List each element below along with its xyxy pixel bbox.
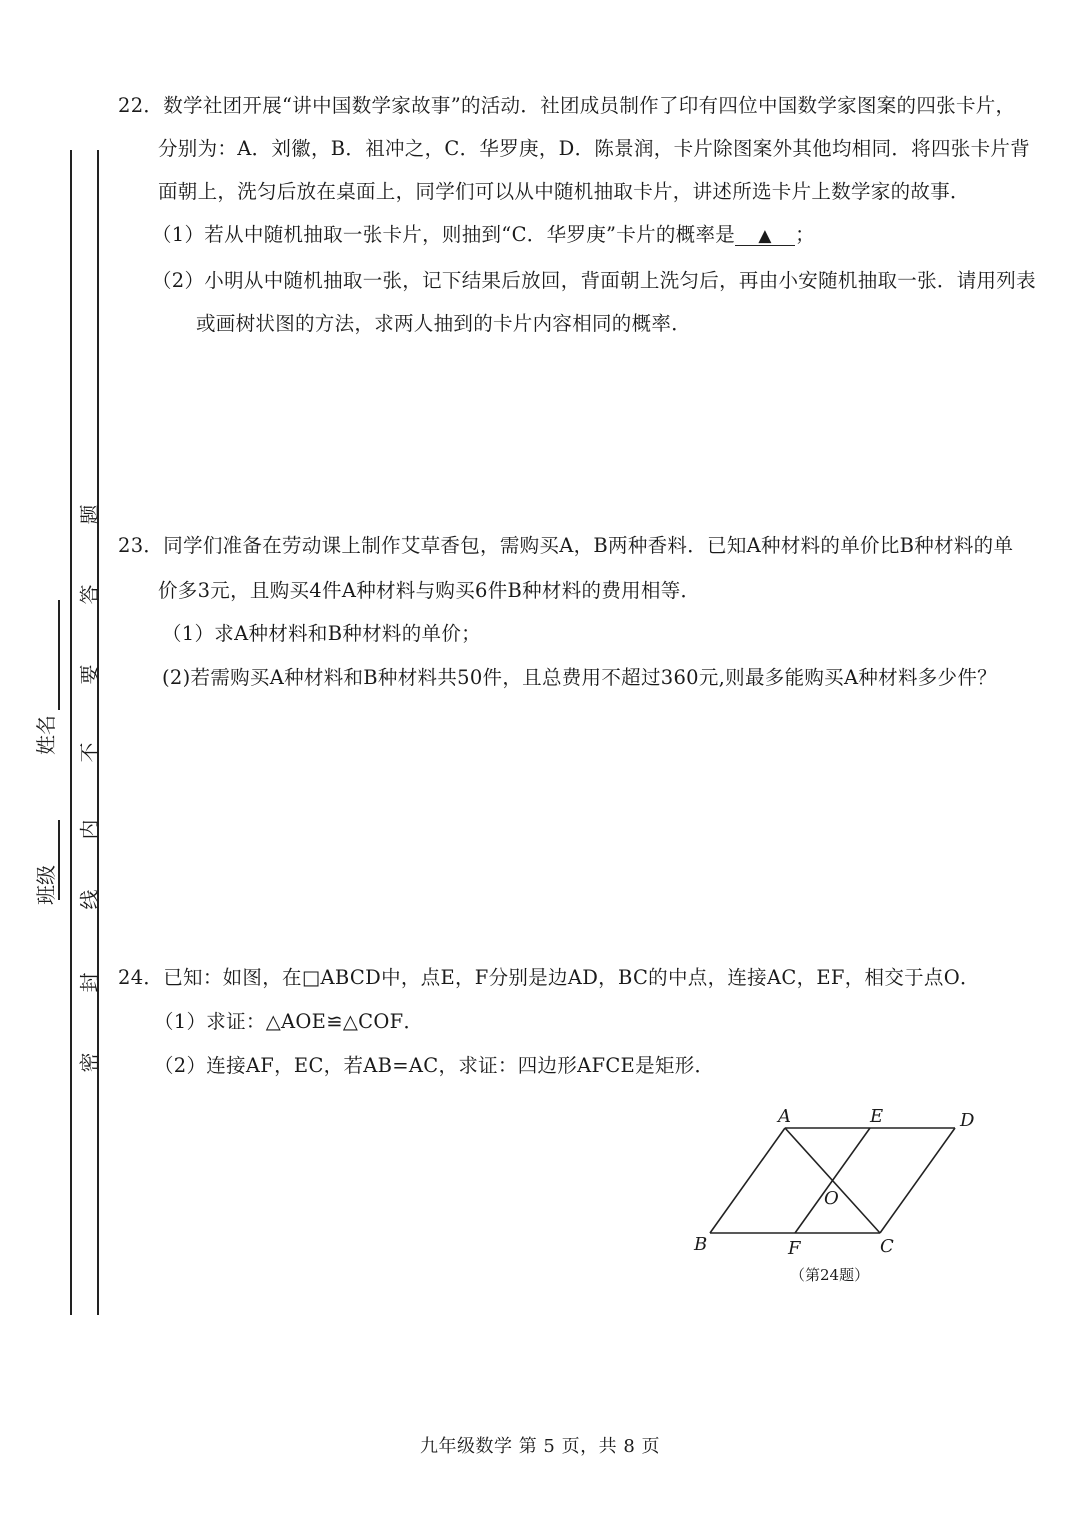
binding-line-outer [70,150,72,1315]
q22-part2-line1: （2）小明从中随机抽取一张，记下结果后放回，背面朝上洗匀后，再由小安随机抽取一张．请用列表 [152,269,1036,292]
seal-char: 不 [77,742,102,763]
q24-stem: 已知：如图，在□ABCD中，点E，F分别是边AD，BC的中点，连接AC，EF，相交于点O． [163,966,980,989]
q22-stem-1: 数学社团开展“讲中国数学家故事”的活动．社团成员制作了印有四位中国数学家图案的四张卡片， [163,94,1016,117]
q23-part2: (2)若需购买A种材料和B种材料共50件，且总费用不超过360元,则最多能购买A种材料多少件？ [162,666,997,689]
label-B: B [694,1234,708,1255]
question-number: 22． [118,94,164,117]
q24-part1: （1）求证：△AOE≌△COF． [154,1010,424,1033]
label-E: E [870,1106,884,1127]
label-O: O [824,1188,839,1209]
parallelogram-diagram [690,1100,990,1290]
seal-char: 密 [77,1052,102,1073]
seal-char: 封 [77,972,102,993]
class-label: 班级 [34,865,58,905]
q22-part1-text: （1）若从中随机抽取一张卡片，则抽到“C．华罗庚”卡片的概率是 [152,223,736,246]
label-A: A [778,1106,791,1127]
q23-stem-1: 同学们准备在劳动课上制作艾草香包，需购买A，B两种香料．已知A种材料的单价比B种材料的单 [163,534,1014,557]
segment-DC [880,1128,955,1233]
label-C: C [880,1236,894,1257]
seal-char: 题 [77,504,102,525]
seal-char: 答 [77,584,102,605]
q23-part1: （1）求A种材料和B种材料的单价； [162,622,481,645]
q23-stem-2: 价多3元，且购买4件A种材料与购买6件B种材料的费用相等． [158,579,701,602]
seal-char: 线 [77,889,102,910]
seal-char: 要 [77,664,102,685]
binding-line-inner [97,150,99,1315]
q23-line1 [118,530,1013,558]
q22-line1 [118,90,1015,118]
q22-part1 [152,219,815,247]
page-footer: 九年级数学 第 5 页，共 8 页 [419,1436,660,1457]
question-number: 23． [118,534,164,557]
class-blank [58,820,60,900]
q22-stem-2: 分别为：A．刘徽，B．祖冲之，C．华罗庚，D．陈景润，卡片除图案外其他均相同．将四张卡片背 [158,137,1030,160]
name-blank [58,600,60,710]
figure-caption: （第24题） [790,1266,870,1284]
label-F: F [788,1238,801,1259]
q24-line1 [118,962,980,990]
q22-stem-3: 面朝上，洗匀后放在桌面上，同学们可以从中随机抽取卡片，讲述所选卡片上数学家的故事． [158,180,970,203]
parallelogram-figure [690,1100,990,1290]
segment-AB [710,1128,785,1233]
seal-char: 内 [77,819,102,840]
q22-part2-line2: 或画树状图的方法，求两人抽到的卡片内容相同的概率． [196,312,692,335]
segment-EF [795,1128,870,1233]
name-label: 姓名 [34,715,58,755]
answer-blank: ▲ [735,228,795,246]
q22-part1-suffix: ； [795,223,815,246]
label-D: D [960,1110,975,1131]
q24-part2: （2）连接AF，EC，若AB=AC，求证：四边形AFCE是矩形． [154,1054,715,1077]
question-number: 24． [118,966,164,989]
